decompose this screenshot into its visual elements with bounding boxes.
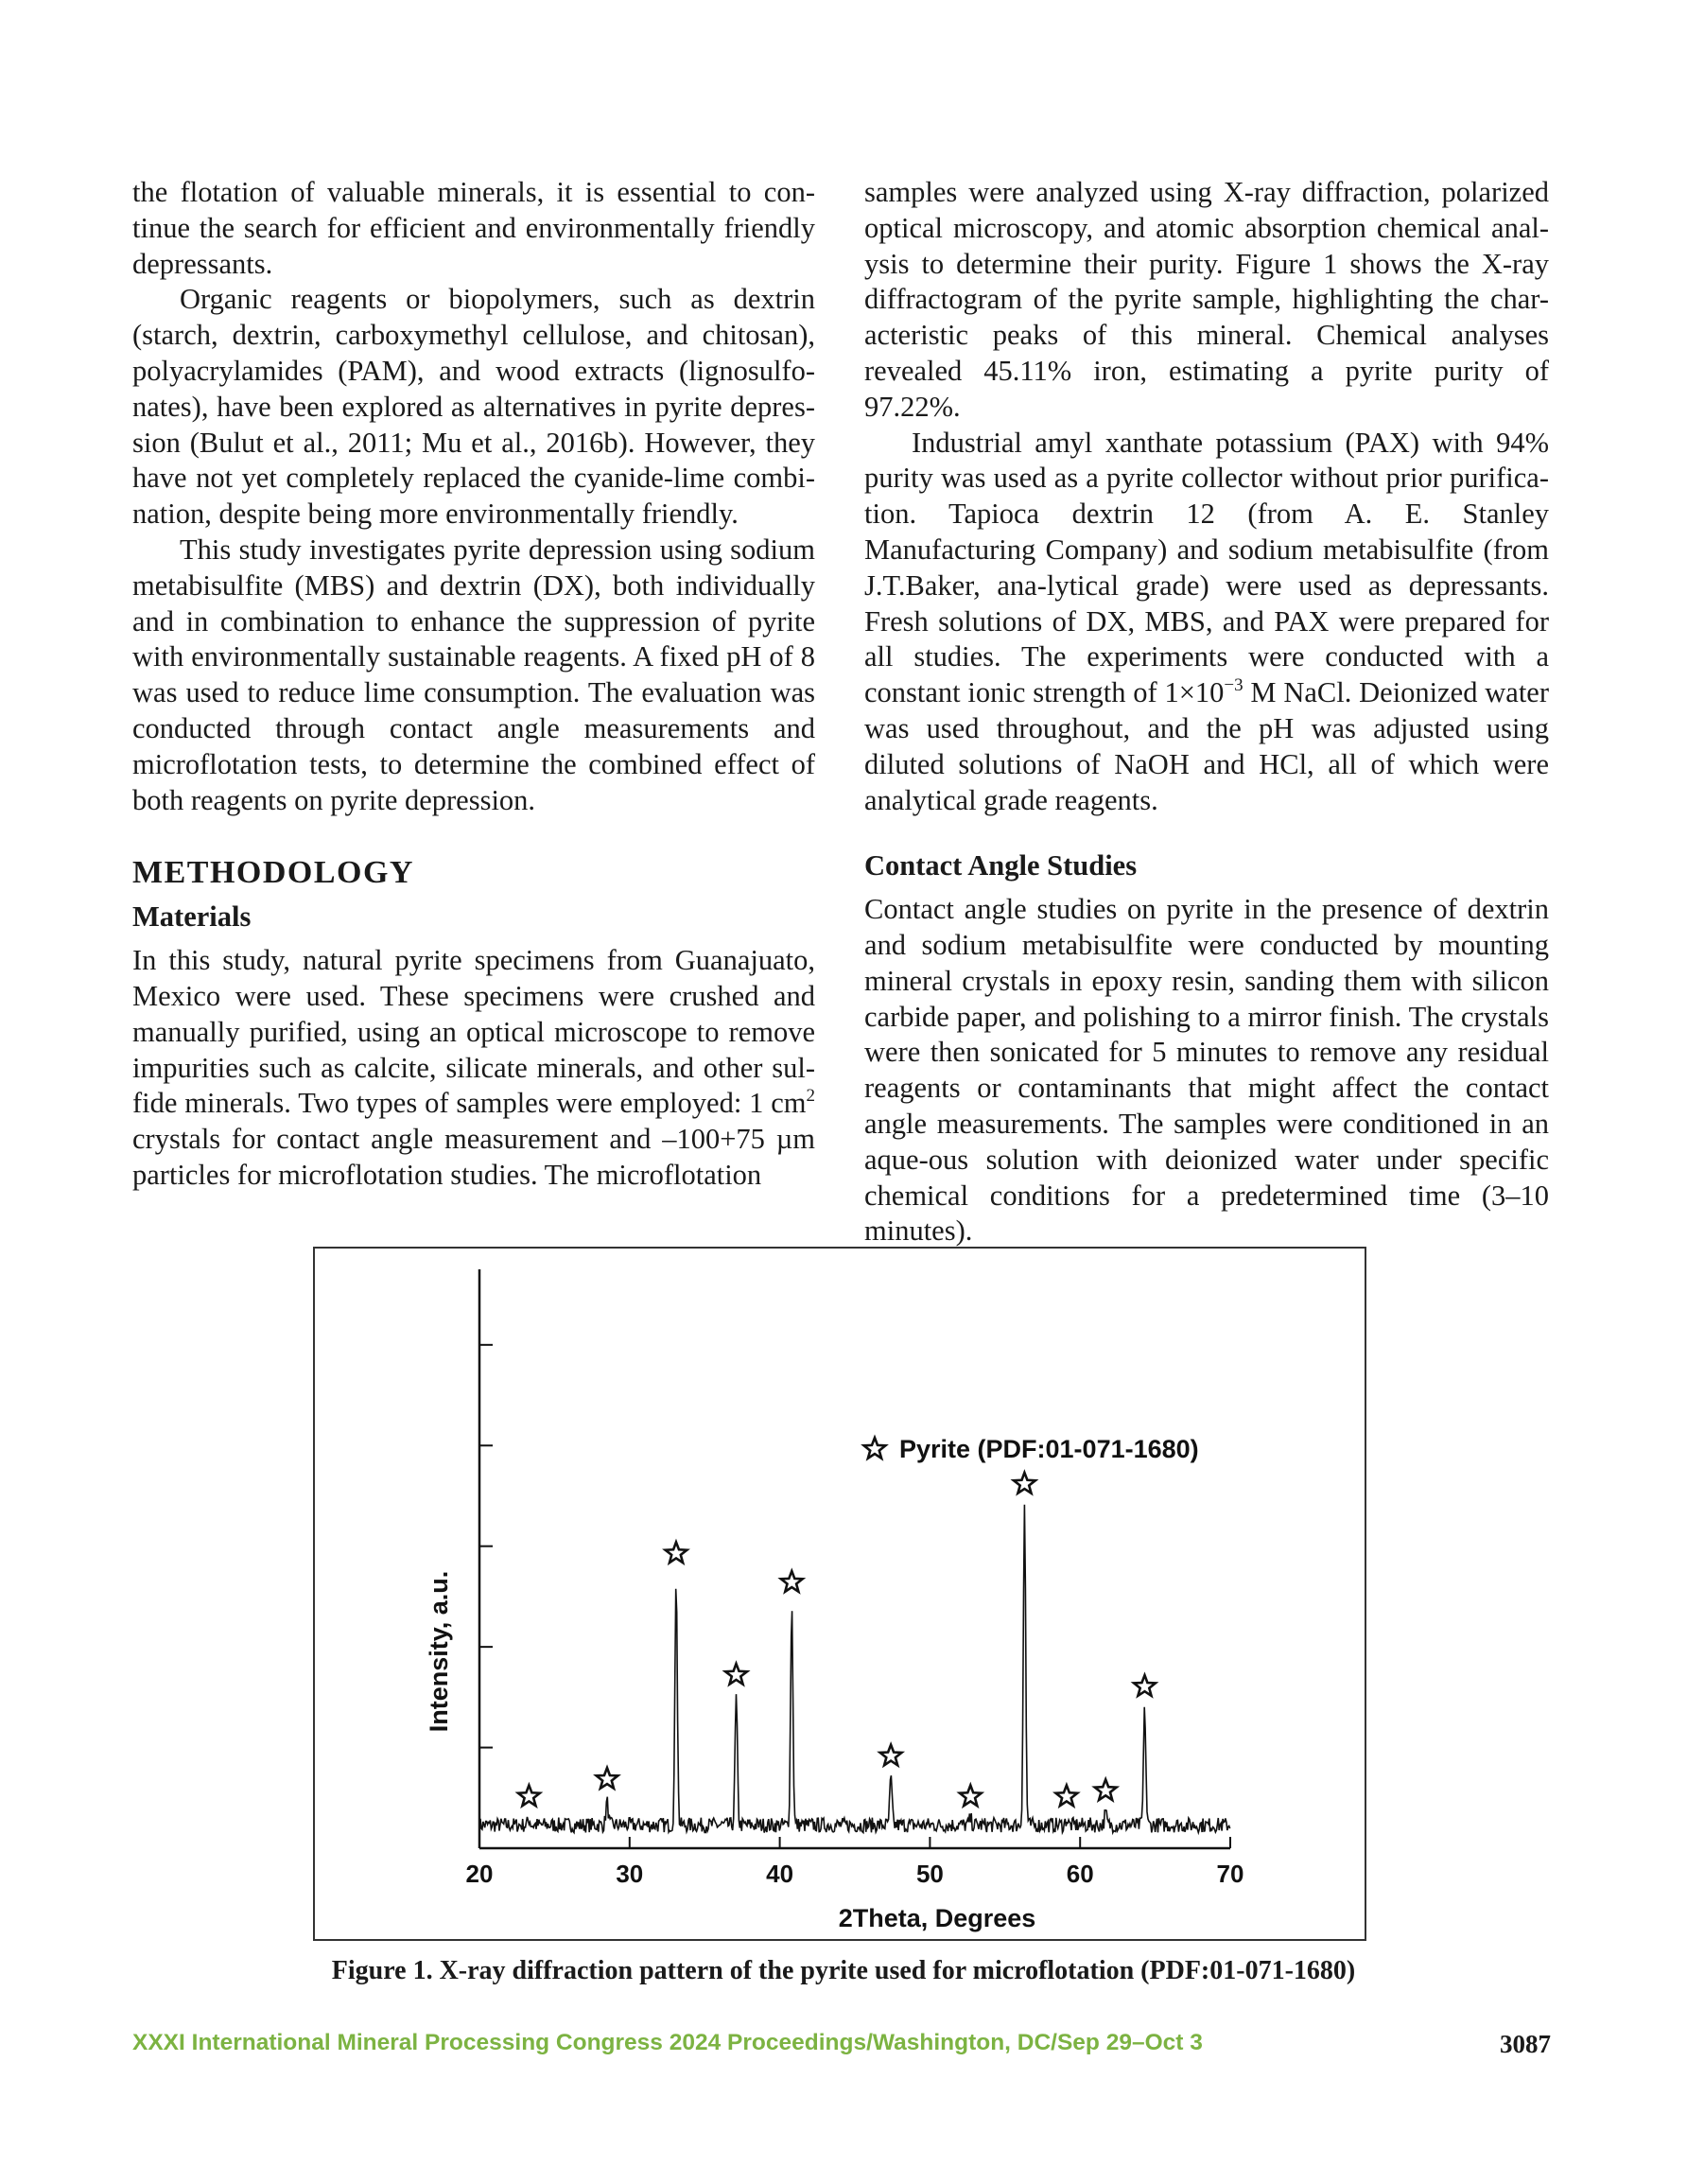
left-paragraph-4: [132, 943, 815, 1194]
peak-star-marker: [666, 1542, 687, 1563]
heading-contact-angle: Contact Angle Studies: [864, 849, 1138, 882]
figure-caption: Figure 1. X-ray diffraction pattern of the pyrite used for microflotation (PDF:01-071-1680): [331, 1956, 1356, 1985]
superscript-2: 2: [806, 1086, 815, 1107]
x-tick-label: 50: [915, 1860, 944, 1888]
x-tick-label: 20: [465, 1860, 494, 1888]
left-paragraph-3: This study investigates pyrite depression using sodium metabisulfite (MBS) and dextrin (DX), both individually and in combination to enhance the suppression of pyrite with environmentally sustainable reagents. A fixed pH of 8 was used to reduce lime consumption. The evaluation was conducted through contact angle measurements and microflotation tests, to determine the combined effect of both reagents on pyrite depression.: [132, 533, 815, 816]
heading-methodology: METHODOLOGY: [132, 855, 414, 891]
reagents-text-a: Industrial amyl xanthate potassium (PAX) with 94% purity was used as a pyrite collector without prior purifica-tion. Tapioca dextrin 12 (from A. E. Stanley Manufacturing Company) and sodium metabisulfite (from J.T.Baker, ana-lytical grade) were used as depressants. Fresh solutions of DX, MBS, and PAX were prepared for all studies. The experiments were conducted with a constant ionic strength of 1×10: [864, 426, 1549, 709]
peak-star-marker: [597, 1768, 618, 1789]
right-paragraph-3: Contact angle studies on pyrite in the presence of dextrin and sodium metabisulfite were conducted by mounting mineral crystals in epoxy resin, sanding them with silicon carbide paper, and polishing to a mirror finish. The crystals were then sonicated for 5 minutes to remove any residual reagents or contaminants that might affect the contact angle measurements. The samples were conditioned in an aque-ous solution with deionized water under specific chemical conditions for a predetermined time (3–10 minutes).: [864, 893, 1549, 1248]
peak-star-marker: [1014, 1473, 1035, 1494]
materials-text-b: crystals for contact angle measurement and –100+75 µm particles for microflotation studies. The microflotation: [132, 1123, 815, 1191]
left-paragraph-1: the flotation of valuable minerals, it is essential to con-tinue the search for efficient and environmentally friendly depressants.: [132, 176, 815, 280]
peak-star-marker: [518, 1785, 540, 1806]
left-paragraph-2: Organic reagents or biopolymers, such as dextrin (starch, dextrin, carboxymethyl cellulose, and chitosan), polyacrylamides (PAM), and wood extracts (lignosulfo-nates), have been explored as alternatives in pyrite depres-sion (Bulut et al., 2011; Mu et al., 2016b). However, they have not yet completely replaced the cyanide-lime combi-nation, despite being more environmentally friendly.: [132, 283, 815, 531]
y-axis-label: Intensity, a.u.: [425, 1570, 453, 1733]
materials-text-a: In this study, natural pyrite specimens from Guanajuato, Mexico were used. These specimens were crushed and manually purified, using an optical microscope to remove impurities such as calcite, silicate minerals, and other sul-fide minerals. Two types of samples were employed: 1 cm: [132, 944, 815, 1120]
right-paragraph-2: [864, 426, 1549, 819]
left-column: [132, 175, 815, 1194]
chart-axes: [466, 1269, 1244, 1888]
x-tick-label: 40: [766, 1860, 794, 1888]
xrd-chart: [315, 1249, 1365, 1939]
page-footer: [132, 2030, 1551, 2068]
x-tick-label: 70: [1216, 1860, 1244, 1888]
chart-peak-markers: [518, 1438, 1156, 1806]
peak-star-marker: [1134, 1675, 1156, 1696]
x-tick-label: 60: [1066, 1860, 1094, 1888]
footer-conference-text: XXXI International Mineral Processing Congress 2024 Proceedings/Washington, DC/Sep 29–Oct 3: [132, 2030, 1203, 2055]
peak-star-marker: [960, 1785, 982, 1806]
peak-star-marker: [781, 1571, 803, 1592]
page-number: 3087: [1500, 2030, 1551, 2058]
series-line-pyrite: [479, 1505, 1230, 1833]
heading-materials: Materials: [132, 900, 252, 934]
reagents-text-b: M NaCl. Deionized water was used throughout, and the pH was adjusted using diluted solutions of NaOH and HCl, all of which were analytical grade reagents.: [864, 676, 1549, 816]
peak-star-marker: [725, 1664, 747, 1685]
x-axis-label: 2Theta, Degrees: [838, 1904, 1036, 1932]
xrd-figure: [313, 1247, 1366, 1941]
chart-labels: [425, 1435, 1199, 1932]
chart-signal: [479, 1505, 1230, 1833]
peak-star-marker: [1056, 1785, 1078, 1806]
right-paragraph-1: samples were analyzed using X-ray diffraction, polarized optical microscopy, and atomic absorption chemical anal-ysis to determine their purity. Figure 1 shows the X-ray diffractogram of the pyrite sample, highlighting the char-acteristic peaks of this mineral. Chemical analyses revealed 45.11% iron, estimating a pyrite purity of 97.22%.: [864, 176, 1549, 423]
peak-star-marker: [1095, 1779, 1117, 1800]
legend-star-icon: [864, 1438, 886, 1459]
legend-label: Pyrite (PDF:01-071-1680): [899, 1435, 1199, 1463]
right-column: [864, 175, 1549, 1249]
x-tick-label: 30: [616, 1860, 644, 1888]
superscript-minus-3: −3: [1224, 675, 1244, 696]
peak-star-marker: [880, 1745, 902, 1766]
